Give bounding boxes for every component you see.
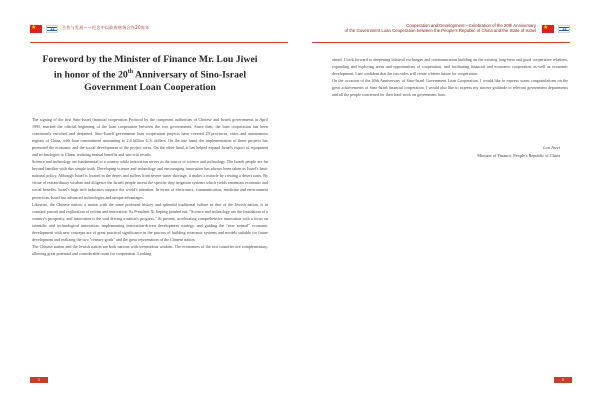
paragraph: ahead, I look forward to deepening bilateral exchanges and communication building on the existing long-term and good cooperative relations, expanding and exploring areas and opportunities of cooperation, and facilitating financial and economic cooperation as well as economic development. I am confident that the two sides will create a better future for cooperation. [332,57,568,77]
title-line-3: Government Loan Cooperation [84,82,216,94]
israel-flag-icon: ✡ [46,25,58,33]
signature-role: Minister of Finance, People's Republic of China [477,153,560,158]
title-line-2-sup: th [127,69,134,76]
paragraph: Science and technology are fundamental to a country while innovation serves as the source of science and technology. The Israeli people are far beyond familiar with this simple truth. Developing science and technology and encouraging innovation has always been taken as Israel's basic national policy. Although Israel is located in the desert and suffers from severe water shortage, it makes a miracle by creating a desert oasis. By virtue of extraordinary wisdom and diligence the Israeli people invent the specific drip irrigation systems which yields enormous economic and social benefits. Israel's high-tech industries outpace the world's attention. In terms of electronics, communication, medicine and environment protection, Israel has advanced technologies and unique advantages. [32,159,268,200]
title-line-1: Foreword by the Minister of Finance Mr. Lou Jiwei [42,54,258,65]
title-line-2-pre: in honor of the 20 [53,69,128,81]
right-page [300,0,600,404]
title-line-2-post: Anniversary of Sino-Israel [133,69,247,81]
right-header [312,22,570,40]
header-english-line-2: of the Government Loan Cooperation between the People's Republic of China and the State of Israel [344,28,536,34]
header-english-line-1: Cooperation and Development—Celebration of the 20th Anniversary [406,23,536,28]
china-flag-icon: ★ [30,25,42,33]
paragraph: On the occasion of the 20th Anniversary of Sino-Israel Government Loan Cooperation, I would like to express warm congratulations on the great achievements of Sino-Israel financial cooperation. I would also like to express my sincere gratitude to relevant government departments and all the people concerned for their hard work on government loan. [332,78,568,98]
left-body-text [32,116,268,257]
right-body-text [332,56,568,98]
page-number-right: 2 [554,377,572,383]
israel-flag-icon: ✡ [558,25,570,33]
header-english-title [345,23,536,34]
header-rule [312,42,570,43]
page-number-left: 1 [30,377,48,383]
signature-name: Lou Jiwei [543,145,560,150]
header-chinese-title: 合作与发展——纪念中以政府财务合作20周年 [62,25,150,30]
left-header [30,22,288,40]
paragraph: Likewise, the Chinese nation, a nation with the same profound history and splendid traditional culture as that of the Jewish nation, is in constant pursuit and exploration of reform and innovation. As President Xi Jinping pointed out, "Science and technology are the foundation of a country's prosperity, and innovation is the soul driving a nation's progress." At present, accelerating comprehensive innovation with a focus on scientific and technological innovation, implementing innovation-driven development strategy, and guiding the "new normal" economic development with new concepts are of great practical significance in the process of building economic systems and models suitable for future development and realizing the two "century goals" and the great rejuvenation of the Chinese nation. [32,201,268,242]
paragraph: The Chinese nation and the Jewish nation are both nations with tremendous wisdom. The economies of the two countries are complementary, allowing great potential and considerable room for cooperation. Looking [32,243,268,256]
page-title [30,54,270,94]
header-rule [30,42,288,43]
china-flag-icon: ★ [542,25,554,33]
paragraph: The signing of the first Sino-Israel financial cooperation Protocol by the competent authorities of Chinese and Israeli governments in April 1995, marked the official beginning of the loan cooperation between the two governments. Since then, the loan cooperation has been consistently enriched and deepened. Sino-Israeli government loan cooperation projects have covered 29 provinces, cities and autonomous regions of China, with loan commitment amounting to 2.6 billion U.S. dollars. On the one hand, the implementation of these projects has promoted the economic and the social development of the project areas. On the other hand, it has helped expand Israel's export of equipment and technologies to China, realizing mutual benefits and win-win results. [32,117,268,158]
